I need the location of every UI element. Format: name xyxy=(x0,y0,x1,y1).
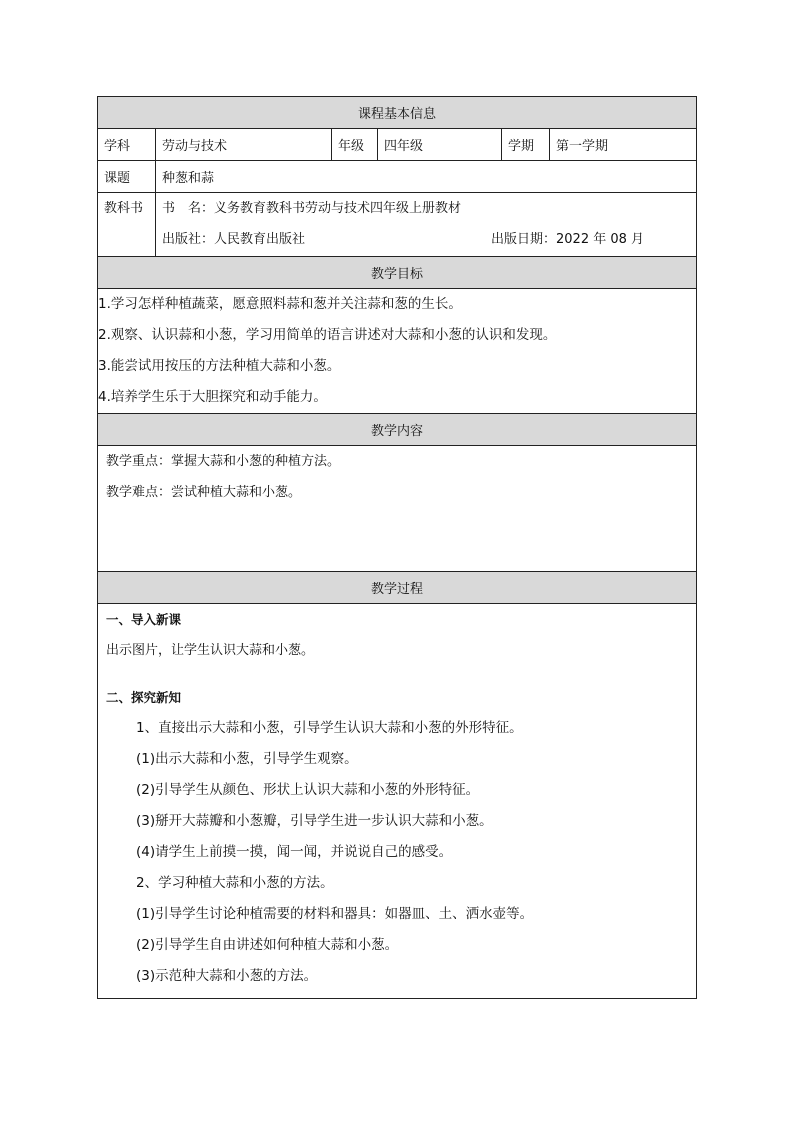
book-name: 书 名：义务教育教科书劳动与技术四年级上册教材 xyxy=(162,201,462,216)
objective-item: 1.学习怎样种植蔬菜，愿意照料蒜和葱并关注蒜和葱的生长。 xyxy=(98,296,462,312)
content-row xyxy=(98,446,697,572)
process-step: (2)引导学生从颜色、形状上认识大蒜和小葱的外形特征。 xyxy=(136,782,480,798)
subject-value: 劳动与技术 xyxy=(156,129,332,161)
textbook-label-cell xyxy=(98,193,156,257)
key-point: 教学重点：掌握大蒜和小葱的种植方法。 xyxy=(106,454,341,469)
textbook-row xyxy=(98,193,697,257)
objectives-row xyxy=(98,289,697,414)
topic-label: 课题 xyxy=(98,161,156,193)
grade-value: 四年级 xyxy=(378,129,502,161)
pub-date: 出版日期：2022 年 08 月 xyxy=(491,232,645,247)
term-value: 第一学期 xyxy=(550,129,697,161)
subject-row xyxy=(98,129,697,161)
objectives-cell xyxy=(98,289,697,414)
section2-title: 二、探究新知 xyxy=(106,690,182,705)
process-row xyxy=(98,604,697,999)
process-cell xyxy=(98,604,697,999)
content-header: 教学内容 xyxy=(98,414,697,446)
objective-item: 2.观察、认识蒜和小葱，学习用简单的语言讲述对大蒜和小葱的认识和发现。 xyxy=(98,327,557,343)
process-header: 教学过程 xyxy=(98,572,697,604)
content-cell xyxy=(98,446,697,572)
spacer xyxy=(104,666,690,682)
objective-item: 4.培养学生乐于大胆探究和动手能力。 xyxy=(98,389,327,405)
section1-text: 出示图片，让学生认识大蒜和小葱。 xyxy=(106,643,315,658)
basic-info-header: 课程基本信息 xyxy=(98,97,697,129)
process-step: (3)示范种大蒜和小葱的方法。 xyxy=(136,968,318,984)
lesson-plan-table xyxy=(97,96,697,999)
process-step: (1)引导学生讨论种植需要的材料和器具：如器皿、土、洒水壶等。 xyxy=(136,906,534,922)
section1-title: 一、导入新课 xyxy=(106,612,182,627)
textbook-info-cell xyxy=(156,193,697,257)
objectives-header: 教学目标 xyxy=(98,257,697,289)
objective-item: 3.能尝试用按压的方法种植大蒜和小葱。 xyxy=(98,358,341,374)
process-step: 2、学习种植大蒜和小葱的方法。 xyxy=(136,875,334,891)
term-label: 学期 xyxy=(502,129,550,161)
lesson-plan-sheet xyxy=(97,96,696,999)
publisher: 出版社：人民教育出版社 xyxy=(162,232,306,247)
difficulty: 教学难点：尝试种植大蒜和小葱。 xyxy=(106,485,302,500)
process-step: (1)出示大蒜和小葱，引导学生观察。 xyxy=(136,751,358,767)
topic-value: 种葱和蒜 xyxy=(156,161,697,193)
textbook-label: 教科书 xyxy=(104,201,144,216)
process-step: (3)掰开大蒜瓣和小葱瓣，引导学生进一步认识大蒜和小葱。 xyxy=(136,813,493,829)
process-step: (2)引导学生自由讲述如何种植大蒜和小葱。 xyxy=(136,937,399,953)
publisher-line xyxy=(162,224,690,255)
subject-label: 学科 xyxy=(98,129,156,161)
process-step: 1、直接出示大蒜和小葱，引导学生认识大蒜和小葱的外形特征。 xyxy=(136,720,523,736)
topic-row xyxy=(98,161,697,193)
process-step: (4)请学生上前摸一摸，闻一闻，并说说自己的感受。 xyxy=(136,844,453,860)
grade-label: 年级 xyxy=(332,129,378,161)
